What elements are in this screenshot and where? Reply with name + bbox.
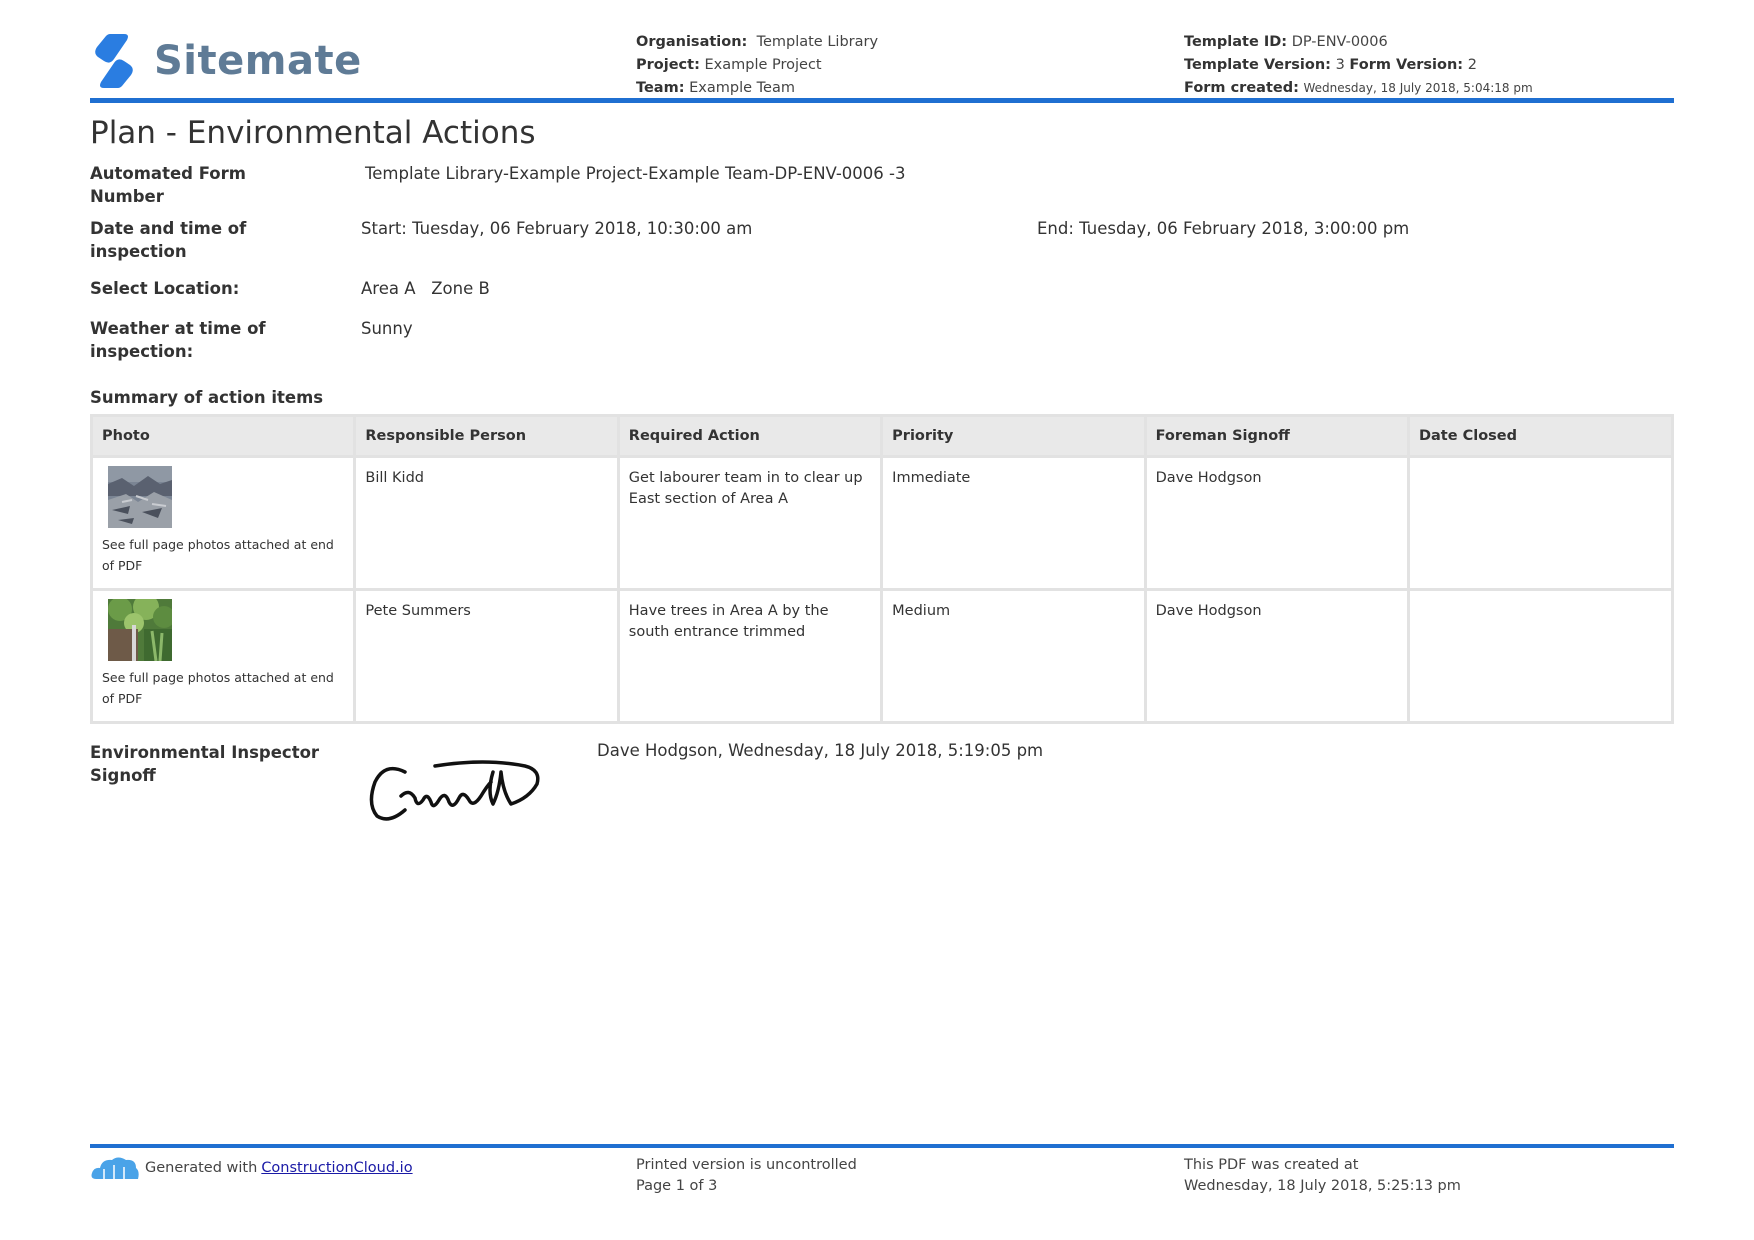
template-id-value: DP-ENV-0006 (1291, 34, 1388, 50)
page-number: Page 1 of 3 (636, 1178, 718, 1194)
column-header-photo: Photo (93, 417, 353, 455)
priority-cell: Medium (883, 591, 1143, 721)
footer-created (1184, 1155, 1461, 1197)
organisation-label: Organisation: (636, 34, 748, 50)
responsible-cell: Bill Kidd (356, 458, 616, 588)
footer-generated (90, 1155, 413, 1181)
pdf-created-date: Wednesday, 18 July 2018, 5:25:13 pm (1184, 1178, 1461, 1194)
construction-cloud-link[interactable]: ConstructionCloud.io (261, 1159, 413, 1176)
pdf-created-label: This PDF was created at (1184, 1157, 1359, 1173)
column-header-priority: Priority (883, 417, 1143, 455)
inspector-signoff-label: Environmental Inspector Signoff (90, 743, 320, 785)
team-value: Example Team (689, 80, 795, 96)
sitemate-logo-icon (90, 32, 138, 90)
document-page (90, 0, 1674, 1240)
debris-photo-icon[interactable] (108, 466, 172, 528)
responsible-cell: Pete Summers (356, 591, 616, 721)
table-row (93, 591, 1671, 721)
signoff-details: Dave Hodgson, Wednesday, 18 July 2018, 5:19:05 pm (597, 741, 1044, 760)
summary-title: Summary of action items (90, 388, 324, 407)
datetime-label: Date and time of inspection (90, 219, 247, 261)
trees-photo-icon[interactable] (108, 599, 172, 661)
weather-value: Sunny (361, 319, 413, 338)
uncontrolled-notice: Printed version is uncontrolled (636, 1157, 857, 1173)
form-version-value: 2 (1467, 57, 1477, 73)
foreman-cell: Dave Hodgson (1147, 591, 1407, 721)
column-header-date-closed: Date Closed (1410, 417, 1671, 455)
construction-cloud-icon (90, 1155, 140, 1181)
project-value: Example Project (704, 57, 822, 73)
page-title: Plan - Environmental Actions (90, 115, 536, 151)
header-divider (90, 98, 1674, 103)
automated-number-label: Automated Form Number (90, 164, 246, 206)
end-datetime: End: Tuesday, 06 February 2018, 3:00:00 pm (1037, 219, 1410, 238)
photo-note: See full page photos attached at end of PDF (102, 537, 334, 573)
header-meta-template (1184, 31, 1533, 100)
photo-note: See full page photos attached at end of PDF (102, 670, 334, 706)
automated-number-value: Template Library-Example Project-Example Team-DP-ENV-0006 -3 (365, 164, 906, 183)
priority-cell: Immediate (883, 458, 1143, 588)
footer-status (636, 1155, 857, 1197)
date-closed-cell (1410, 458, 1671, 588)
action-items-table (90, 414, 1674, 724)
table-row (93, 458, 1671, 588)
weather-label: Weather at time of inspection: (90, 319, 266, 361)
column-header-responsible: Responsible Person (356, 417, 616, 455)
form-created-label: Form created: (1184, 80, 1299, 96)
header-meta-project (636, 31, 878, 100)
location-value: Area A Zone B (361, 279, 490, 298)
organisation-value: Template Library (756, 34, 879, 50)
photo-cell (93, 591, 353, 721)
date-closed-cell (1410, 591, 1671, 721)
column-header-foreman: Foreman Signoff (1147, 417, 1407, 455)
team-label: Team: (636, 80, 685, 96)
generated-prefix: Generated with (145, 1159, 258, 1176)
form-version-label: Form Version: (1349, 57, 1464, 73)
template-version-label: Template Version: (1184, 57, 1331, 73)
footer-divider (90, 1144, 1674, 1148)
action-cell: Get labourer team in to clear up East section of Area A (620, 458, 880, 588)
brand-name: Sitemate (154, 38, 362, 84)
start-datetime: Start: Tuesday, 06 February 2018, 10:30:00 am (361, 219, 753, 238)
document-header (90, 28, 1674, 98)
template-version-value: 3 (1335, 57, 1345, 73)
form-created-value: Wednesday, 18 July 2018, 5:04:18 pm (1303, 81, 1533, 95)
handwritten-signature-icon (365, 752, 545, 824)
column-header-action: Required Action (620, 417, 880, 455)
location-label: Select Location: (90, 279, 240, 298)
action-cell: Have trees in Area A by the south entrance trimmed (620, 591, 880, 721)
project-label: Project: (636, 57, 700, 73)
foreman-cell: Dave Hodgson (1147, 458, 1407, 588)
sitemate-logo (90, 32, 362, 90)
photo-cell (93, 458, 353, 588)
template-id-label: Template ID: (1184, 34, 1288, 50)
table-header-row (93, 417, 1671, 455)
